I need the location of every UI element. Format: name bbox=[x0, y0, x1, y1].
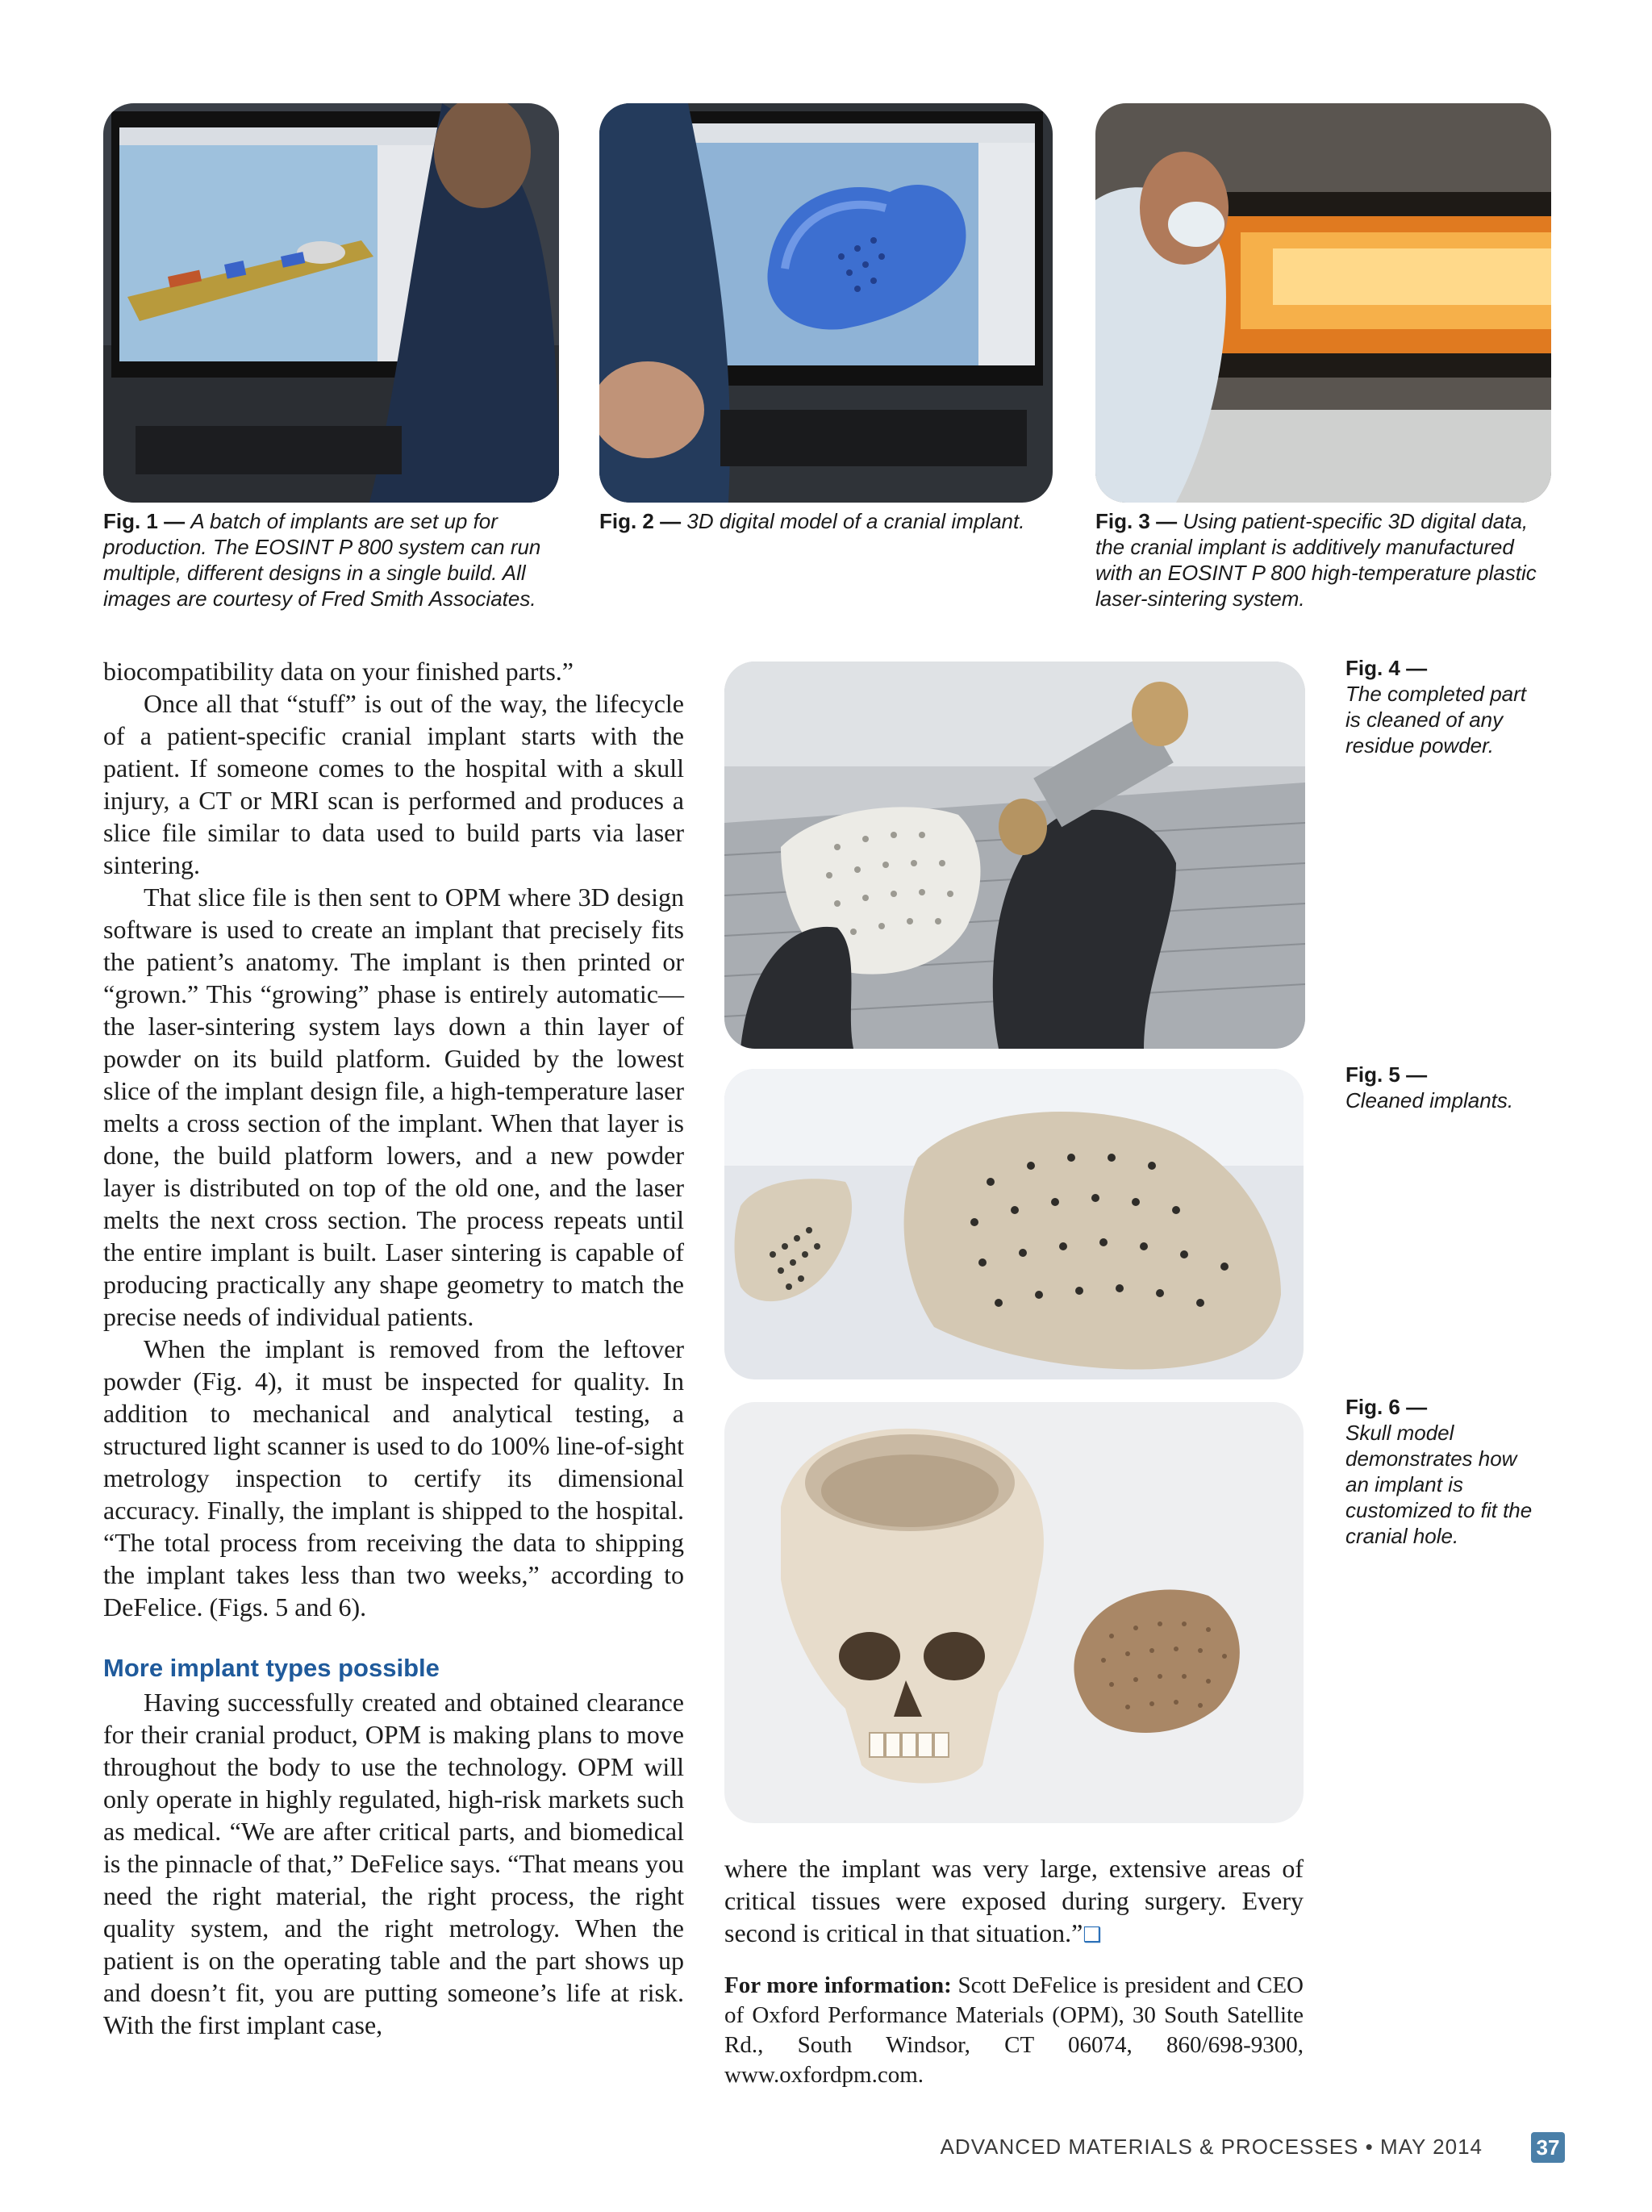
fig5-caption bbox=[1345, 1062, 1539, 1113]
page-footer bbox=[941, 2135, 1483, 2160]
fig2-text: 3D digital model of a cranial implant. bbox=[686, 509, 1025, 533]
fig1-photo bbox=[103, 103, 559, 503]
fig3-label: Fig. 3 — bbox=[1095, 509, 1178, 533]
issue-date: MAY 2014 bbox=[1379, 2135, 1483, 2159]
fig6-label: Fig. 6 — bbox=[1345, 1395, 1428, 1419]
fig6-photo bbox=[724, 1402, 1304, 1823]
fig2-label: Fig. 2 — bbox=[599, 509, 682, 533]
fig4-caption bbox=[1345, 655, 1539, 758]
body-paragraph-1: biocompatibility data on your finished parts.” bbox=[103, 657, 574, 686]
closing-paragraph bbox=[724, 1852, 1304, 1951]
more-info-text: Scott DeFelice is president and CEO of Oxford Performance Materials (OPM), 30 South Satellite Rd., South Windsor, CT 06074, 860/698-9300, www.oxfordpm.com. bbox=[724, 1972, 1304, 2088]
right-column bbox=[724, 1852, 1304, 2090]
fig3-photo bbox=[1095, 103, 1551, 503]
fig5-photo bbox=[724, 1069, 1304, 1379]
fig1-text: A batch of implants are set up for production. The EOSINT P 800 system can run multiple, different designs in a single build. All images are courtesy of Fred Smith Associates. bbox=[103, 509, 541, 611]
fig1-caption bbox=[103, 508, 551, 611]
fig4-text: The completed part is cleaned of any residue powder. bbox=[1345, 682, 1527, 758]
publication-name: ADVANCED MATERIALS & PROCESSES bbox=[940, 2135, 1359, 2159]
body-paragraph-4: When the implant is removed from the leftover powder (Fig. 4), it must be inspected for quality. In addition to mechanical and analytical testing, a structured light scanner is used to do 100% line-of-sight metrology inspection to certify its dimensional accuracy. Finally, the implant is shipped to the hospital. “The total process from receiving the data to shipping the implant takes less than two weeks,” according to DeFelice. (Figs. 5 and 6). bbox=[103, 1334, 684, 1621]
fig3-text: Using patient-specific 3D digital data, the cranial implant is additively manufactured with an EOSINT P 800 high-temperature plastic laser-sintering system. bbox=[1095, 509, 1537, 611]
page-number: 37 bbox=[1531, 2132, 1565, 2163]
section-heading: More implant types possible bbox=[103, 1654, 440, 1682]
fig4-photo bbox=[724, 662, 1305, 1049]
fig1-label: Fig. 1 — bbox=[103, 509, 186, 533]
left-column bbox=[103, 655, 684, 2041]
fig2-caption bbox=[599, 508, 1035, 534]
fig6-caption bbox=[1345, 1394, 1539, 1549]
more-info-paragraph bbox=[724, 1971, 1304, 2090]
footer-bullet: • bbox=[1365, 2135, 1374, 2159]
body-paragraph-5: Having successfully created and obtained clearance for their cranial product, OPM is making plans to move throughout the body to use the technology. OPM will only operate in highly regulated, high-risk markets such as medical. “We are after critical parts, and biomedical is the pinnacle of that,” DeFelice says. “That means you need the right material, the right process, the right quality system, and the right metrology. When the patient is on the operating table and the part shows up and doesn’t fit, you are putting someone’s life at risk. With the first implant case, bbox=[103, 1688, 684, 2039]
fig5-label: Fig. 5 — bbox=[1345, 1062, 1428, 1087]
fig3-caption bbox=[1095, 508, 1543, 611]
body-paragraph-2: Once all that “stuff” is out of the way, the lifecycle of a patient-specific cranial implant starts with the patient. If someone comes to the hospital with a skull injury, a CT or MRI scan is performed and produces a slice file similar to data used to build parts via laser sintering. bbox=[103, 689, 684, 879]
more-info-label: For more information: bbox=[724, 1972, 952, 1998]
body-paragraph-3: That slice file is then sent to OPM where 3D design software is used to create an implant that precisely fits the patient’s anatomy. The implant is then printed or “grown.” This “growing” phase is entirely automatic—the laser-sintering system lays down a thin layer of powder on its build platform. Guided by the lowest slice of the implant design file, a high-temperature laser melts a cross section of the implant. When that layer is done, the build platform lowers, and a new powder layer is distributed on top of the old one, and the laser melts the next cross section. The process repeats until the entire implant is built. Laser sintering is capable of producing practically any shape geometry to match the precise needs of individual patients. bbox=[103, 883, 684, 1331]
closing-text: where the implant was very large, extensive areas of critical tissues were exposed during surgery. Every second is critical in that situation.” bbox=[724, 1854, 1304, 1947]
end-mark-icon: ❑ bbox=[1083, 1923, 1102, 1947]
fig6-text: Skull model demonstrates how an implant is customized to fit the cranial hole. bbox=[1345, 1421, 1533, 1548]
fig2-photo bbox=[599, 103, 1053, 503]
fig4-label: Fig. 4 — bbox=[1345, 656, 1428, 680]
fig5-text: Cleaned implants. bbox=[1345, 1088, 1514, 1112]
